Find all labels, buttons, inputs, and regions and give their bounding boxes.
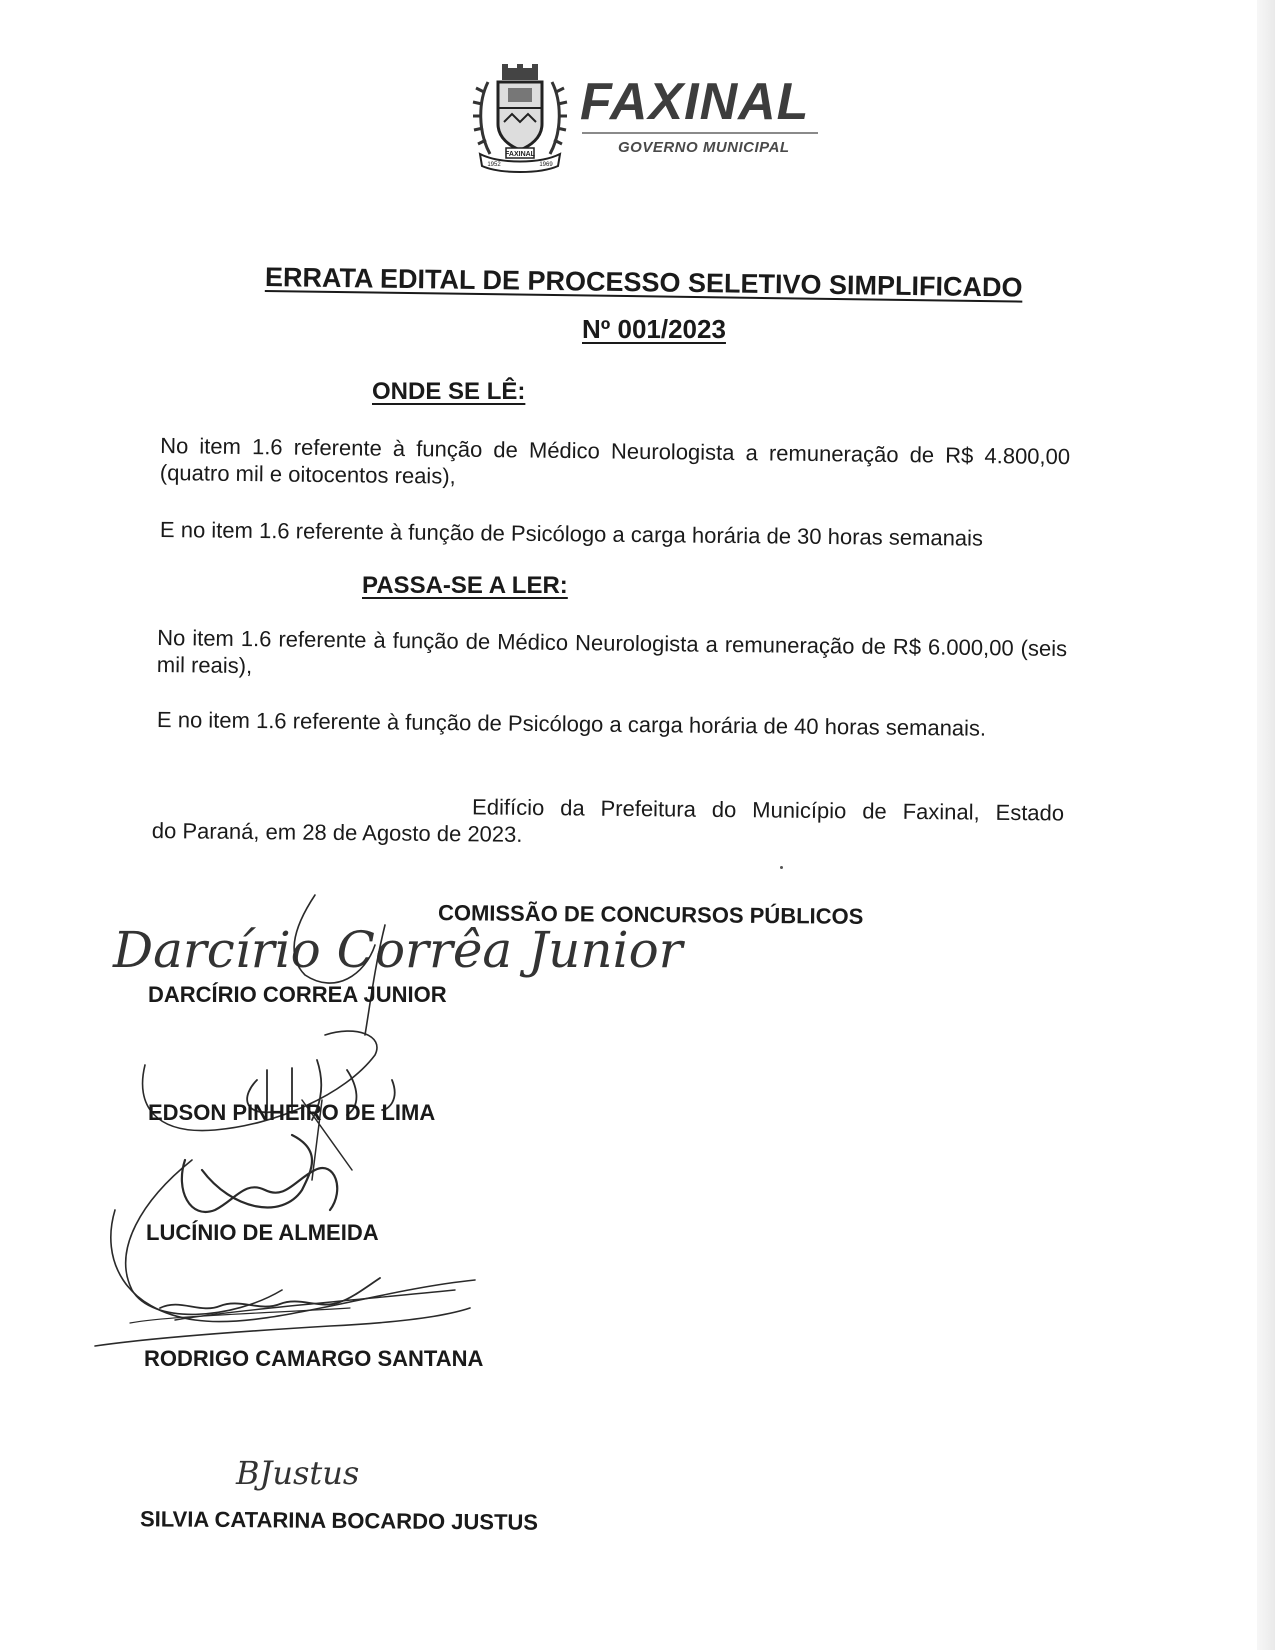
commission-title: COMISSÃO DE CONCURSOS PÚBLICOS [437, 900, 864, 929]
svg-text:Darcírio Corrêa Junior: Darcírio Corrêa Junior [113, 921, 683, 979]
where-reads-paragraph-1: No item 1.6 referente à função de Médico Neurologista a remuneração de R$ 4.800,00 (quatro mil e oitocentos reais), [159, 433, 1071, 489]
brand-name: FAXINAL [580, 73, 810, 131]
place-and-date [152, 790, 1065, 854]
signature-5-icon [232, 1448, 392, 1508]
document-number: Nº 001/2023 [582, 314, 726, 344]
should-read-heading: PASSA-SE A LER: [362, 572, 568, 599]
svg-text:1952: 1952 [487, 162, 501, 168]
document-title: ERRATA EDITAL DE PROCESSO SELETIVO SIMPLIFICADO [264, 262, 1023, 303]
svg-text:1969: 1969 [539, 162, 553, 168]
svg-text:FAXINAL: FAXINAL [505, 151, 535, 158]
signature-4-icon [90, 1268, 490, 1358]
place-date-line-1: Edifício da Prefeitura do Município de Faxinal, Estado [471, 794, 1065, 826]
member-name-2: EDSON PINHEIRO DE LIMA [148, 1100, 436, 1125]
should-read-paragraph-2: E no item 1.6 referente à função de Psicólogo a carga horária de 40 horas semanais. [156, 707, 987, 741]
where-reads-heading: ONDE SE LÊ: [372, 378, 526, 405]
municipal-logo [470, 62, 850, 182]
scan-speck [780, 866, 783, 869]
scan-edge-shadow [1257, 0, 1275, 1650]
member-name-1: DARCÍRIO CORREA JUNIOR [148, 982, 447, 1007]
signature-3-icon [95, 1150, 535, 1370]
where-reads-paragraph-2: E no item 1.6 referente à função de Psicólogo a carga horária de 30 horas semanais [159, 517, 984, 551]
member-name-3: LUCÍNIO DE ALMEIDA [146, 1220, 379, 1245]
brand-divider [582, 132, 818, 134]
brand-subtitle: GOVERNO MUNICIPAL [618, 139, 790, 156]
should-read-paragraph-1: No item 1.6 referente à função de Médico Neurologista a remuneração de R$ 6.000,00 (seis mil reais), [156, 625, 1068, 679]
signature-2-icon [92, 1040, 512, 1340]
svg-text:BJustus: BJustus [236, 1454, 360, 1492]
member-name-4: RODRIGO CAMARGO SANTANA [144, 1346, 484, 1371]
place-date-line-2: do Paraná, em 28 de Agosto de 2023. [151, 817, 523, 847]
member-name-5: SILVIA CATARINA BOCARDO JUSTUS [139, 1506, 539, 1535]
coat-of-arms-icon [470, 62, 570, 172]
